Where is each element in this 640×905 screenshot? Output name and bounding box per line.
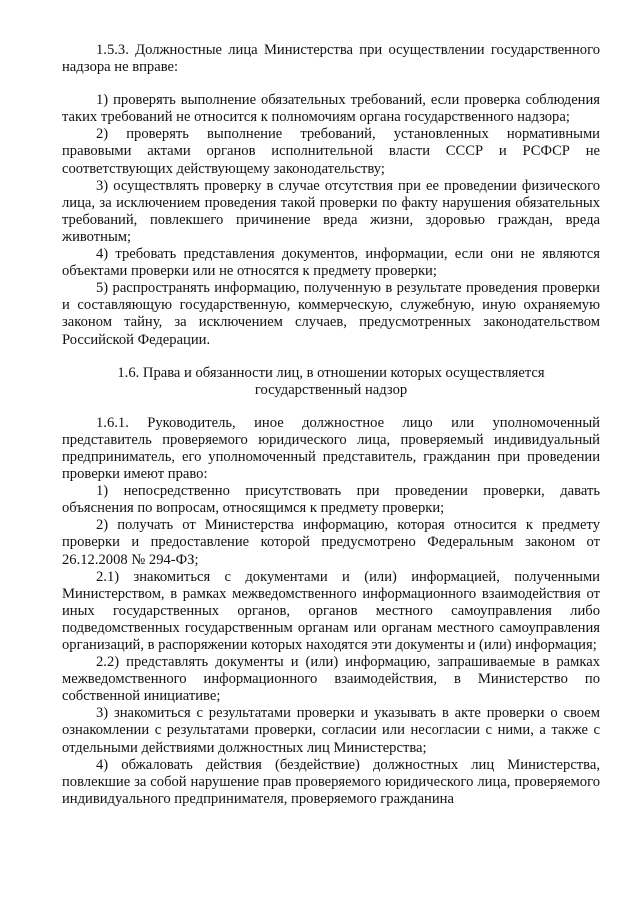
section-heading-1-6: 1.6. Права и обязанности лиц, в отношении которых осуществляется государственный надзор [117,364,545,398]
clause-1-5-3-item-3: 3) осуществлять проверку в случае отсутствия при ее проведении физического лица, за исключением проведения такой проверки по факту нарушения обязательных требований, повлекшего причинение вреда жизни, здоровью граждан, вреда животным; [62,177,600,245]
clause-1-6-1-item-4: 4) обжаловать действия (бездействие) должностных лиц Министерства, повлекшие за собой нарушение прав проверяемого юридического лица, проверяемого индивидуального предпринимателя, проверяемого гражданина [62,756,600,807]
clause-1-6-1-intro: 1.6.1. Руководитель, иное должностное лицо или уполномоченный представитель проверяемого юридического лица, проверяемый индивидуальный предприниматель, его уполномоченный представитель, гражданин при проведении проверки имеют право: [62,414,600,483]
spacer [62,349,600,365]
spacer [62,76,600,92]
clause-1-5-3-item-5: 5) распространять информацию, полученную в результате проведения проверки и составляющую государственную, коммерческую, служебную, иную охраняемую законом тайну, за исключением случаев, предусмотренных законодательством Российской Федерации. [62,280,600,348]
clause-1-5-3-item-4: 4) требовать представления документов, информации, если они не являются объектами проверки или не относятся к предмету проверки; [62,246,600,280]
spacer [62,399,600,415]
clause-1-6-1-item-2-1: 2.1) знакомиться с документами и (или) информацией, полученными Министерством, в рамках межведомственного информационного взаимодействия от иных государственных органов, органов местного самоуправления либо подведомственных государственным органам или органам местного самоуправления организаций, в распоряжении которых находятся эти документы и (или) информация; [62,568,600,653]
clause-1-6-1-item-1: 1) непосредственно присутствовать при проведении проверки, давать объяснения по вопросам, относящимся к предмету проверки; [62,483,600,517]
clause-1-5-3-item-1: 1) проверять выполнение обязательных требований, если проверка соблюдения таких требований не относится к полномочиям органа государственного надзора; [62,92,600,126]
clause-1-6-1-item-2: 2) получать от Министерства информацию, которая относится к предмету проверки и предоставление которой предусмотрено Федеральным законом от 26.12.2008 № 294-ФЗ; [62,517,600,568]
clause-1-6-1-item-2-2: 2.2) представлять документы и (или) информацию, запрашиваемые в рамках межведомственного информационного взаимодействия, в Министерство по собственной инициативе; [62,654,600,705]
document-page [62,42,600,808]
clause-1-6-1-item-3: 3) знакомиться с результатами проверки и указывать в акте проверки о своем ознакомлении с результатами проверки, согласии или несогласии с ними, а также с отдельными действиями должностных лиц Министерства; [62,705,600,756]
clause-1-5-3-item-2: 2) проверять выполнение требований, установленных нормативными правовыми актами органов исполнительной власти СССР и РСФСР не соответствующих действующему законодательству; [62,126,600,177]
clause-1-5-3-intro: 1.5.3. Должностные лица Министерства при осуществлении государственного надзора не вправе: [62,42,600,76]
